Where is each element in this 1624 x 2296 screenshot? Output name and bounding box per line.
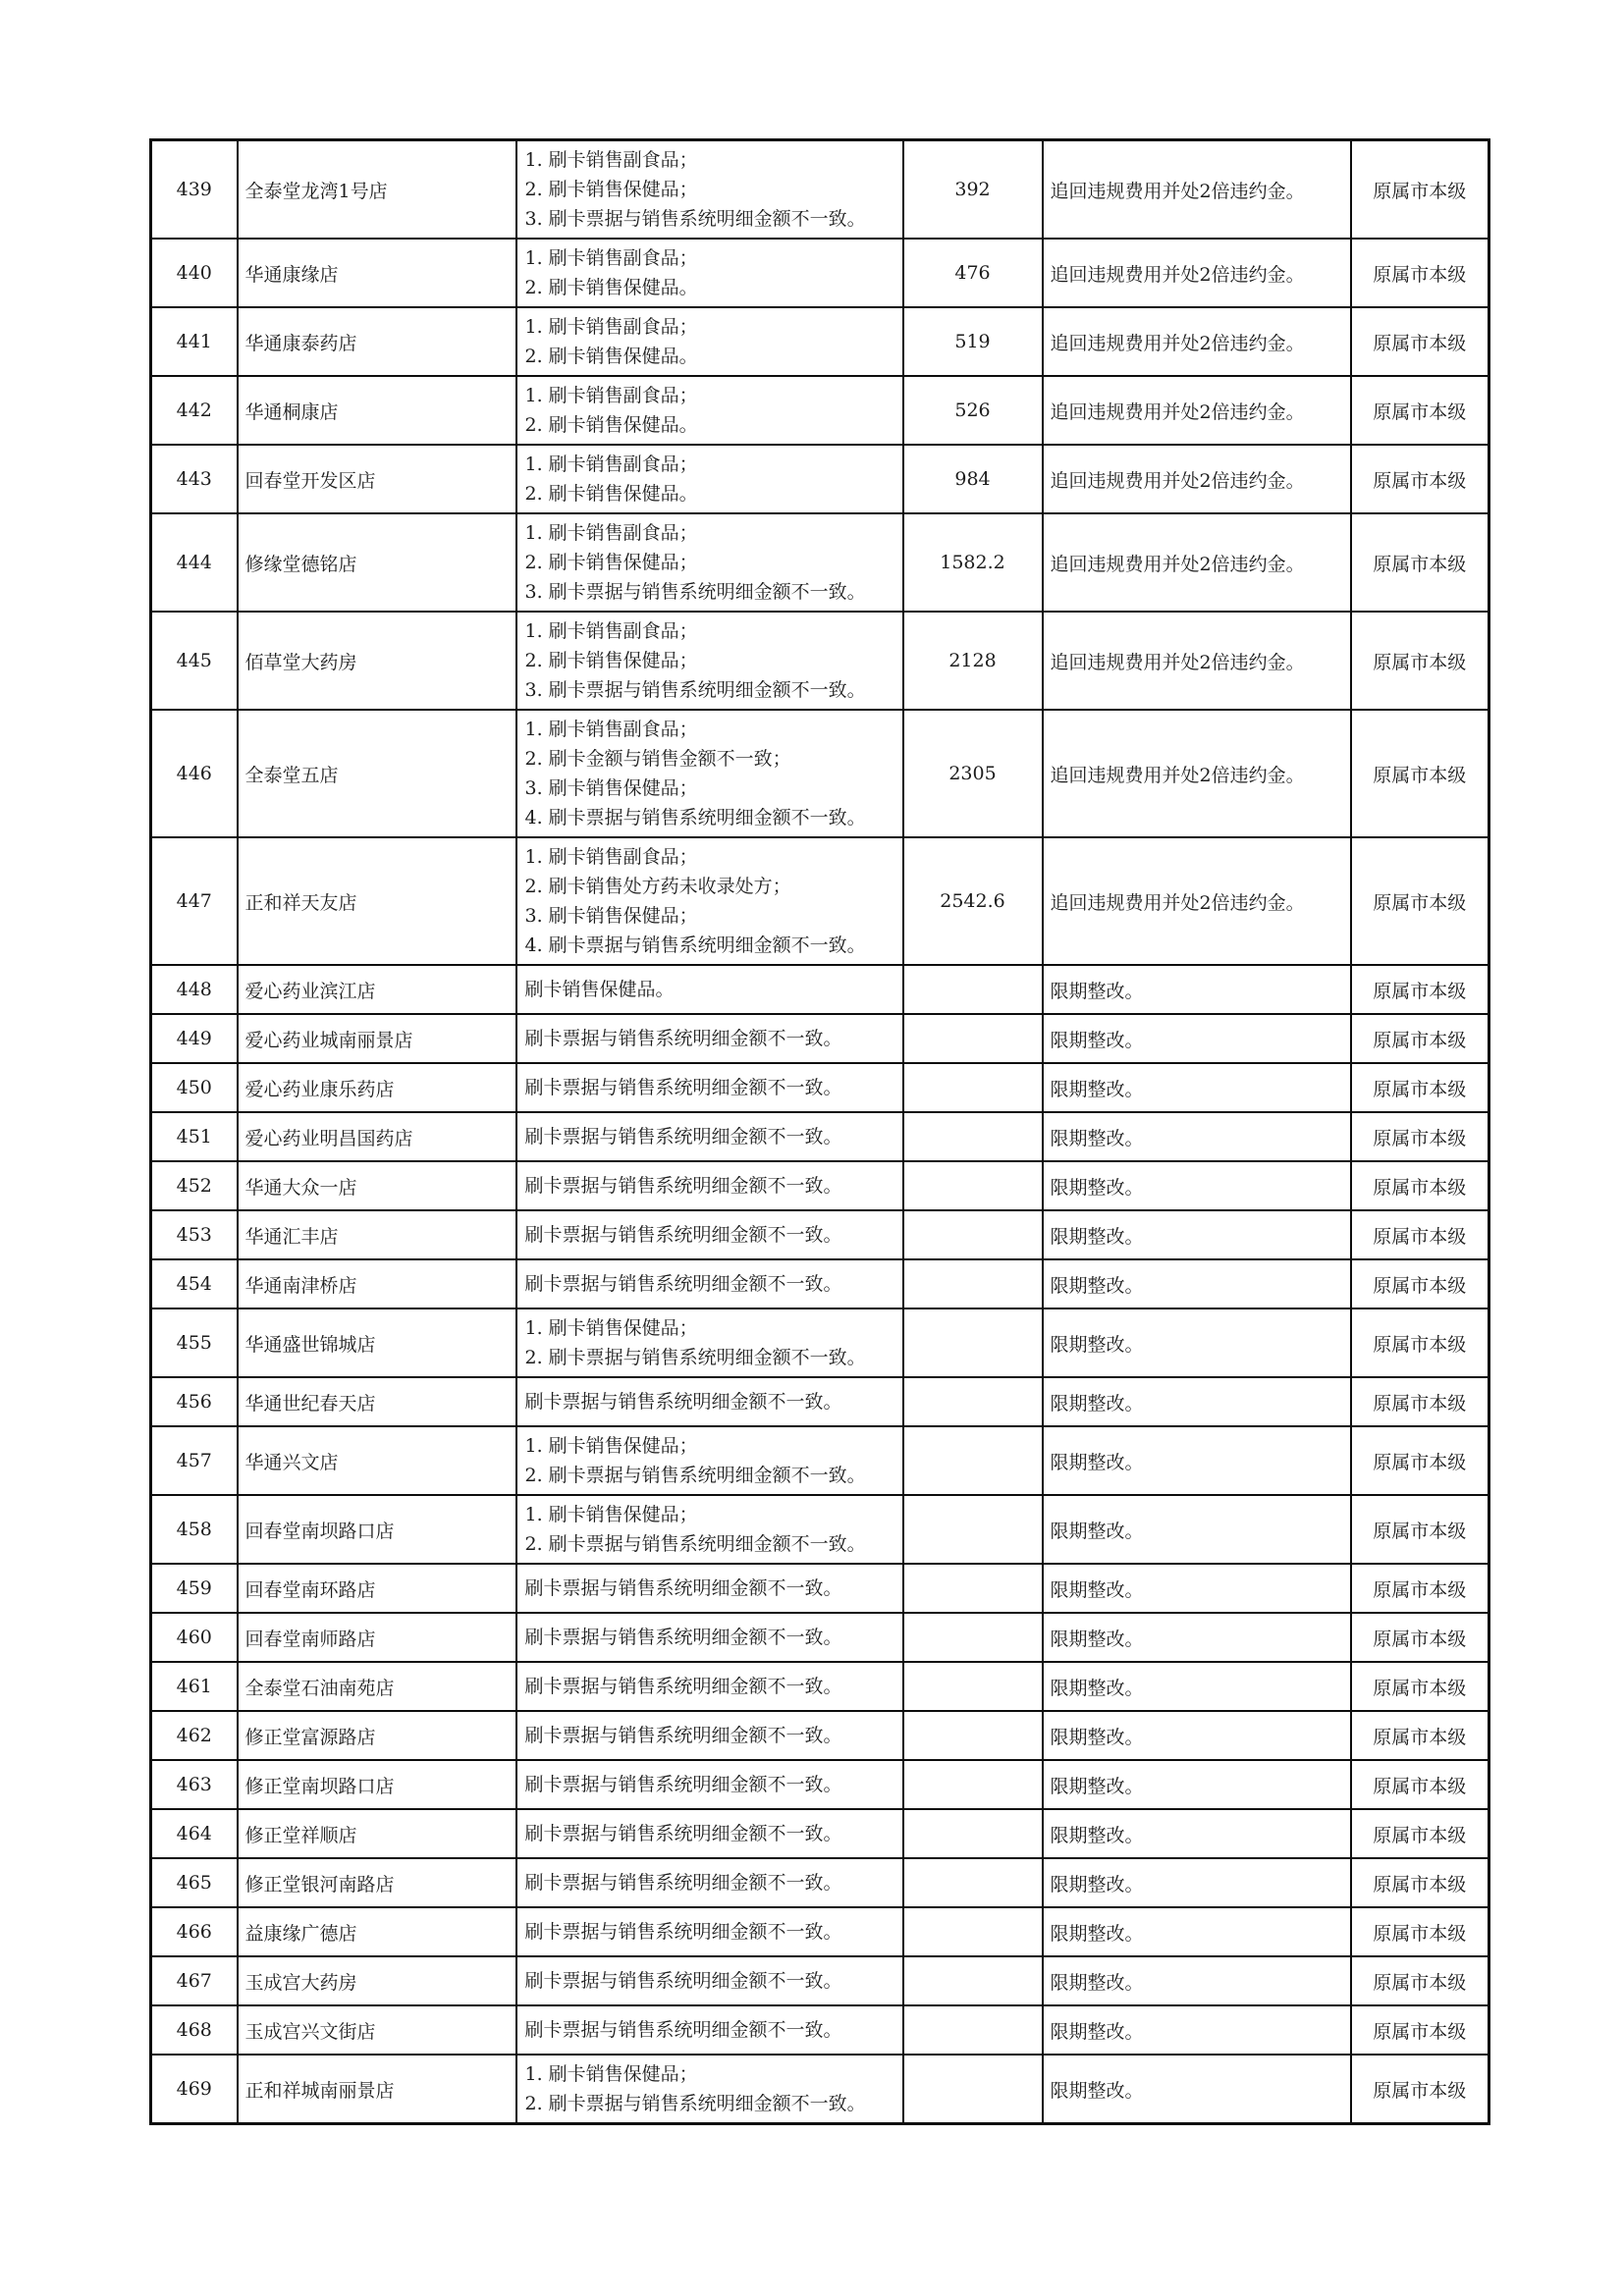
penalty-cell: 限期整改。	[1043, 1711, 1351, 1760]
violation-line: 4. 刷卡票据与销售系统明细金额不一致。	[524, 807, 866, 828]
store-name-cell: 回春堂南坝路口店	[238, 1495, 516, 1564]
row-number-cell: 466	[151, 1907, 238, 1956]
store-name-cell: 佰草堂大药房	[238, 612, 516, 710]
violations-cell	[516, 1377, 903, 1426]
store-name-cell: 全泰堂五店	[238, 710, 516, 837]
table-row	[151, 1956, 1489, 2005]
jurisdiction-cell: 原属市本级	[1351, 1426, 1489, 1495]
violations-cell	[516, 1161, 903, 1210]
violation-line: 1. 刷卡销售副食品；	[524, 719, 698, 740]
penalty-cell: 追回违规费用并处2倍违约金。	[1043, 513, 1351, 612]
row-number-cell: 441	[151, 307, 238, 376]
row-number-cell: 457	[151, 1426, 238, 1495]
penalty-cell: 限期整改。	[1043, 1014, 1351, 1063]
amount-cell	[903, 1308, 1043, 1377]
violation-line: 刷卡票据与销售系统明细金额不一致。	[524, 1077, 842, 1098]
table-row	[151, 1308, 1489, 1377]
penalty-cell: 限期整改。	[1043, 1907, 1351, 1956]
violations-cell	[516, 1858, 903, 1907]
violations-cell	[516, 1112, 903, 1161]
violations-cell	[516, 965, 903, 1014]
penalty-cell: 追回违规费用并处2倍违约金。	[1043, 837, 1351, 965]
jurisdiction-cell: 原属市本级	[1351, 1161, 1489, 1210]
table-row	[151, 1377, 1489, 1426]
violation-line: 2. 刷卡销售保健品；	[524, 179, 698, 200]
table-row	[151, 2055, 1489, 2124]
row-number-cell: 446	[151, 710, 238, 837]
amount-cell	[903, 1495, 1043, 1564]
store-name-cell: 爱心药业明昌国药店	[238, 1112, 516, 1161]
jurisdiction-cell: 原属市本级	[1351, 1377, 1489, 1426]
amount-cell: 526	[903, 376, 1043, 445]
table-row	[151, 1613, 1489, 1662]
penalty-cell: 限期整改。	[1043, 1564, 1351, 1613]
penalty-cell: 限期整改。	[1043, 1308, 1351, 1377]
row-number-cell: 449	[151, 1014, 238, 1063]
violations-cell	[516, 239, 903, 307]
jurisdiction-cell: 原属市本级	[1351, 1063, 1489, 1112]
violation-line: 刷卡票据与销售系统明细金额不一致。	[524, 1577, 842, 1599]
jurisdiction-cell: 原属市本级	[1351, 710, 1489, 837]
jurisdiction-cell: 原属市本级	[1351, 1711, 1489, 1760]
violation-line: 2. 刷卡销售处方药未收录处方；	[524, 876, 791, 897]
violations-cell	[516, 1210, 903, 1259]
table-row	[151, 1711, 1489, 1760]
penalty-cell: 追回违规费用并处2倍违约金。	[1043, 140, 1351, 240]
violation-line: 1. 刷卡销售保健品；	[524, 2063, 698, 2085]
violation-line: 1. 刷卡销售副食品；	[524, 522, 698, 544]
violation-line: 2. 刷卡销售保健品。	[524, 483, 698, 505]
violations-cell	[516, 1711, 903, 1760]
violations-cell	[516, 1308, 903, 1377]
store-name-cell: 华通康泰药店	[238, 307, 516, 376]
amount-cell	[903, 1613, 1043, 1662]
violation-line: 刷卡票据与销售系统明细金额不一致。	[524, 1224, 842, 1246]
store-name-cell: 回春堂南师路店	[238, 1613, 516, 1662]
jurisdiction-cell: 原属市本级	[1351, 1308, 1489, 1377]
penalty-cell: 限期整改。	[1043, 1760, 1351, 1809]
row-number-cell: 447	[151, 837, 238, 965]
amount-cell	[903, 1063, 1043, 1112]
penalty-cell: 追回违规费用并处2倍违约金。	[1043, 710, 1351, 837]
penalty-cell: 限期整改。	[1043, 1858, 1351, 1907]
jurisdiction-cell: 原属市本级	[1351, 513, 1489, 612]
row-number-cell: 460	[151, 1613, 238, 1662]
violation-line: 刷卡票据与销售系统明细金额不一致。	[524, 2019, 842, 2041]
violations-cell	[516, 307, 903, 376]
store-name-cell: 华通南津桥店	[238, 1259, 516, 1308]
violation-line: 刷卡票据与销售系统明细金额不一致。	[524, 1921, 842, 1943]
table-row	[151, 1495, 1489, 1564]
store-name-cell: 玉成宫大药房	[238, 1956, 516, 2005]
table-row	[151, 1564, 1489, 1613]
violations-cell	[516, 1907, 903, 1956]
amount-cell	[903, 1210, 1043, 1259]
table-row	[151, 140, 1489, 240]
violation-line: 3. 刷卡票据与销售系统明细金额不一致。	[524, 581, 866, 603]
violations-cell	[516, 1956, 903, 2005]
violation-line: 3. 刷卡票据与销售系统明细金额不一致。	[524, 679, 866, 701]
violations-cell	[516, 1495, 903, 1564]
row-number-cell: 444	[151, 513, 238, 612]
store-name-cell: 益康缘广德店	[238, 1907, 516, 1956]
violation-line: 1. 刷卡销售副食品；	[524, 454, 698, 475]
row-number-cell: 463	[151, 1760, 238, 1809]
store-name-cell: 修正堂祥顺店	[238, 1809, 516, 1858]
row-number-cell: 459	[151, 1564, 238, 1613]
violation-line: 2. 刷卡票据与销售系统明细金额不一致。	[524, 2093, 866, 2114]
amount-cell	[903, 1956, 1043, 2005]
store-name-cell: 修正堂富源路店	[238, 1711, 516, 1760]
jurisdiction-cell: 原属市本级	[1351, 376, 1489, 445]
store-name-cell: 爱心药业城南丽景店	[238, 1014, 516, 1063]
row-number-cell: 465	[151, 1858, 238, 1907]
jurisdiction-cell: 原属市本级	[1351, 1662, 1489, 1711]
amount-cell: 2305	[903, 710, 1043, 837]
penalty-cell: 追回违规费用并处2倍违约金。	[1043, 307, 1351, 376]
jurisdiction-cell: 原属市本级	[1351, 140, 1489, 240]
penalty-cell: 限期整改。	[1043, 1377, 1351, 1426]
amount-cell: 392	[903, 140, 1043, 240]
row-number-cell: 440	[151, 239, 238, 307]
table-row	[151, 445, 1489, 513]
penalty-cell: 限期整改。	[1043, 1210, 1351, 1259]
penalty-cell: 追回违规费用并处2倍违约金。	[1043, 445, 1351, 513]
row-number-cell: 467	[151, 1956, 238, 2005]
penalty-cell: 追回违规费用并处2倍违约金。	[1043, 239, 1351, 307]
violations-cell	[516, 1259, 903, 1308]
table-row	[151, 1014, 1489, 1063]
jurisdiction-cell: 原属市本级	[1351, 1956, 1489, 2005]
penalty-cell: 限期整改。	[1043, 1613, 1351, 1662]
row-number-cell: 464	[151, 1809, 238, 1858]
row-number-cell: 458	[151, 1495, 238, 1564]
violation-line: 1. 刷卡销售保健品；	[524, 1435, 698, 1457]
amount-cell	[903, 1259, 1043, 1308]
jurisdiction-cell: 原属市本级	[1351, 1495, 1489, 1564]
violations-cell	[516, 140, 903, 240]
amount-cell	[903, 2055, 1043, 2124]
violation-line: 2. 刷卡票据与销售系统明细金额不一致。	[524, 1465, 866, 1486]
violation-line: 3. 刷卡销售保健品；	[524, 777, 698, 799]
table-row	[151, 1907, 1489, 1956]
violation-line: 刷卡票据与销售系统明细金额不一致。	[524, 1774, 842, 1795]
store-name-cell: 华通汇丰店	[238, 1210, 516, 1259]
violation-line: 3. 刷卡销售保健品；	[524, 905, 698, 927]
amount-cell	[903, 1426, 1043, 1495]
table-row	[151, 1112, 1489, 1161]
violation-line: 2. 刷卡销售保健品。	[524, 277, 698, 298]
amount-cell	[903, 1014, 1043, 1063]
amount-cell: 984	[903, 445, 1043, 513]
row-number-cell: 450	[151, 1063, 238, 1112]
store-name-cell: 华通盛世锦城店	[238, 1308, 516, 1377]
table-row	[151, 837, 1489, 965]
violation-line: 刷卡票据与销售系统明细金额不一致。	[524, 1725, 842, 1746]
penalty-cell: 限期整改。	[1043, 965, 1351, 1014]
table-row	[151, 239, 1489, 307]
table-body	[151, 140, 1489, 2124]
table-row	[151, 307, 1489, 376]
amount-cell	[903, 1377, 1043, 1426]
violations-cell	[516, 1014, 903, 1063]
violations-cell	[516, 1662, 903, 1711]
violations-cell	[516, 1426, 903, 1495]
table-row	[151, 376, 1489, 445]
row-number-cell: 469	[151, 2055, 238, 2124]
store-name-cell: 正和祥城南丽景店	[238, 2055, 516, 2124]
store-name-cell: 爱心药业滨江店	[238, 965, 516, 1014]
violation-line: 刷卡票据与销售系统明细金额不一致。	[524, 1126, 842, 1148]
row-number-cell: 462	[151, 1711, 238, 1760]
penalty-cell: 限期整改。	[1043, 2005, 1351, 2055]
violation-line: 刷卡票据与销售系统明细金额不一致。	[524, 1970, 842, 1992]
amount-cell	[903, 1711, 1043, 1760]
violations-cell	[516, 445, 903, 513]
store-name-cell: 全泰堂石油南苑店	[238, 1662, 516, 1711]
violation-line: 1. 刷卡销售副食品；	[524, 846, 698, 868]
violation-line: 刷卡票据与销售系统明细金额不一致。	[524, 1627, 842, 1648]
penalty-cell: 限期整改。	[1043, 1161, 1351, 1210]
violations-cell	[516, 837, 903, 965]
violation-line: 2. 刷卡票据与销售系统明细金额不一致。	[524, 1347, 866, 1368]
store-name-cell: 爱心药业康乐药店	[238, 1063, 516, 1112]
penalty-cell: 限期整改。	[1043, 1112, 1351, 1161]
store-name-cell: 全泰堂龙湾1号店	[238, 140, 516, 240]
row-number-cell: 451	[151, 1112, 238, 1161]
violation-line: 刷卡票据与销售系统明细金额不一致。	[524, 1872, 842, 1894]
jurisdiction-cell: 原属市本级	[1351, 1809, 1489, 1858]
violation-line: 刷卡票据与销售系统明细金额不一致。	[524, 1391, 842, 1413]
amount-cell	[903, 1112, 1043, 1161]
jurisdiction-cell: 原属市本级	[1351, 1858, 1489, 1907]
amount-cell: 2128	[903, 612, 1043, 710]
store-name-cell: 回春堂开发区店	[238, 445, 516, 513]
amount-cell	[903, 1907, 1043, 1956]
table-row	[151, 1063, 1489, 1112]
store-name-cell: 华通大众一店	[238, 1161, 516, 1210]
row-number-cell: 455	[151, 1308, 238, 1377]
penalty-cell: 限期整改。	[1043, 1956, 1351, 2005]
violation-line: 3. 刷卡票据与销售系统明细金额不一致。	[524, 208, 866, 230]
violation-line: 1. 刷卡销售副食品；	[524, 316, 698, 338]
row-number-cell: 443	[151, 445, 238, 513]
violation-line: 2. 刷卡金额与销售金额不一致；	[524, 748, 791, 770]
store-name-cell: 华通康缘店	[238, 239, 516, 307]
store-name-cell: 修缘堂德铭店	[238, 513, 516, 612]
jurisdiction-cell: 原属市本级	[1351, 837, 1489, 965]
table-row	[151, 1161, 1489, 1210]
store-name-cell: 修正堂银河南路店	[238, 1858, 516, 1907]
violations-cell	[516, 1613, 903, 1662]
jurisdiction-cell: 原属市本级	[1351, 1613, 1489, 1662]
table-row	[151, 1662, 1489, 1711]
jurisdiction-cell: 原属市本级	[1351, 965, 1489, 1014]
store-name-cell: 华通桐康店	[238, 376, 516, 445]
table-row	[151, 1858, 1489, 1907]
row-number-cell: 461	[151, 1662, 238, 1711]
amount-cell: 2542.6	[903, 837, 1043, 965]
jurisdiction-cell: 原属市本级	[1351, 1014, 1489, 1063]
violation-line: 1. 刷卡销售副食品；	[524, 385, 698, 406]
jurisdiction-cell: 原属市本级	[1351, 1564, 1489, 1613]
jurisdiction-cell: 原属市本级	[1351, 1760, 1489, 1809]
table-row	[151, 2005, 1489, 2055]
amount-cell	[903, 2005, 1043, 2055]
store-name-cell: 玉成宫兴文街店	[238, 2005, 516, 2055]
jurisdiction-cell: 原属市本级	[1351, 1907, 1489, 1956]
violation-line: 2. 刷卡销售保健品；	[524, 650, 698, 671]
row-number-cell: 452	[151, 1161, 238, 1210]
violation-line: 刷卡票据与销售系统明细金额不一致。	[524, 1676, 842, 1697]
penalty-cell: 限期整改。	[1043, 1662, 1351, 1711]
table-row	[151, 710, 1489, 837]
amount-cell	[903, 1809, 1043, 1858]
row-number-cell: 456	[151, 1377, 238, 1426]
store-name-cell: 华通兴文店	[238, 1426, 516, 1495]
store-name-cell: 回春堂南环路店	[238, 1564, 516, 1613]
violation-line: 2. 刷卡销售保健品。	[524, 414, 698, 436]
violation-line: 刷卡票据与销售系统明细金额不一致。	[524, 1823, 842, 1844]
row-number-cell: 442	[151, 376, 238, 445]
penalty-cell: 限期整改。	[1043, 1495, 1351, 1564]
jurisdiction-cell: 原属市本级	[1351, 1112, 1489, 1161]
table-row	[151, 1210, 1489, 1259]
violation-line: 2. 刷卡票据与销售系统明细金额不一致。	[524, 1533, 866, 1555]
table-row	[151, 965, 1489, 1014]
violation-line: 刷卡票据与销售系统明细金额不一致。	[524, 1028, 842, 1049]
table-row	[151, 1760, 1489, 1809]
amount-cell	[903, 965, 1043, 1014]
violation-line: 2. 刷卡销售保健品；	[524, 552, 698, 573]
violation-line: 1. 刷卡销售副食品；	[524, 149, 698, 171]
violation-line: 2. 刷卡销售保健品。	[524, 346, 698, 367]
amount-cell: 519	[903, 307, 1043, 376]
penalty-cell: 追回违规费用并处2倍违约金。	[1043, 376, 1351, 445]
violations-cell	[516, 2055, 903, 2124]
jurisdiction-cell: 原属市本级	[1351, 239, 1489, 307]
row-number-cell: 453	[151, 1210, 238, 1259]
violation-line: 4. 刷卡票据与销售系统明细金额不一致。	[524, 934, 866, 956]
row-number-cell: 445	[151, 612, 238, 710]
penalty-cell: 限期整改。	[1043, 2055, 1351, 2124]
table-row	[151, 513, 1489, 612]
violation-line: 刷卡票据与销售系统明细金额不一致。	[524, 1175, 842, 1197]
penalty-cell: 限期整改。	[1043, 1809, 1351, 1858]
jurisdiction-cell: 原属市本级	[1351, 2005, 1489, 2055]
violations-cell	[516, 1760, 903, 1809]
jurisdiction-cell: 原属市本级	[1351, 612, 1489, 710]
violation-line: 刷卡票据与销售系统明细金额不一致。	[524, 1273, 842, 1295]
row-number-cell: 439	[151, 140, 238, 240]
penalty-cell: 限期整改。	[1043, 1259, 1351, 1308]
amount-cell	[903, 1760, 1043, 1809]
violations-cell	[516, 1564, 903, 1613]
violations-cell	[516, 376, 903, 445]
jurisdiction-cell: 原属市本级	[1351, 445, 1489, 513]
row-number-cell: 454	[151, 1259, 238, 1308]
violations-cell	[516, 1063, 903, 1112]
jurisdiction-cell: 原属市本级	[1351, 307, 1489, 376]
amount-cell	[903, 1858, 1043, 1907]
violation-table	[149, 138, 1490, 2125]
table-row	[151, 1809, 1489, 1858]
amount-cell: 1582.2	[903, 513, 1043, 612]
violation-line: 1. 刷卡销售保健品；	[524, 1504, 698, 1525]
table-row	[151, 1426, 1489, 1495]
amount-cell: 476	[903, 239, 1043, 307]
violation-line: 1. 刷卡销售副食品；	[524, 620, 698, 642]
store-name-cell: 正和祥天友店	[238, 837, 516, 965]
violations-cell	[516, 513, 903, 612]
penalty-cell: 限期整改。	[1043, 1426, 1351, 1495]
table-row	[151, 1259, 1489, 1308]
row-number-cell: 448	[151, 965, 238, 1014]
violations-cell	[516, 2005, 903, 2055]
table-row	[151, 612, 1489, 710]
violations-cell	[516, 612, 903, 710]
violation-line: 刷卡销售保健品。	[524, 979, 675, 1000]
row-number-cell: 468	[151, 2005, 238, 2055]
violations-cell	[516, 710, 903, 837]
amount-cell	[903, 1564, 1043, 1613]
store-name-cell: 修正堂南坝路口店	[238, 1760, 516, 1809]
amount-cell	[903, 1662, 1043, 1711]
violations-cell	[516, 1809, 903, 1858]
jurisdiction-cell: 原属市本级	[1351, 1259, 1489, 1308]
jurisdiction-cell: 原属市本级	[1351, 1210, 1489, 1259]
store-name-cell: 华通世纪春天店	[238, 1377, 516, 1426]
penalty-cell: 追回违规费用并处2倍违约金。	[1043, 612, 1351, 710]
jurisdiction-cell: 原属市本级	[1351, 2055, 1489, 2124]
violation-line: 1. 刷卡销售保健品；	[524, 1317, 698, 1339]
amount-cell	[903, 1161, 1043, 1210]
penalty-cell: 限期整改。	[1043, 1063, 1351, 1112]
violation-line: 1. 刷卡销售副食品；	[524, 247, 698, 269]
